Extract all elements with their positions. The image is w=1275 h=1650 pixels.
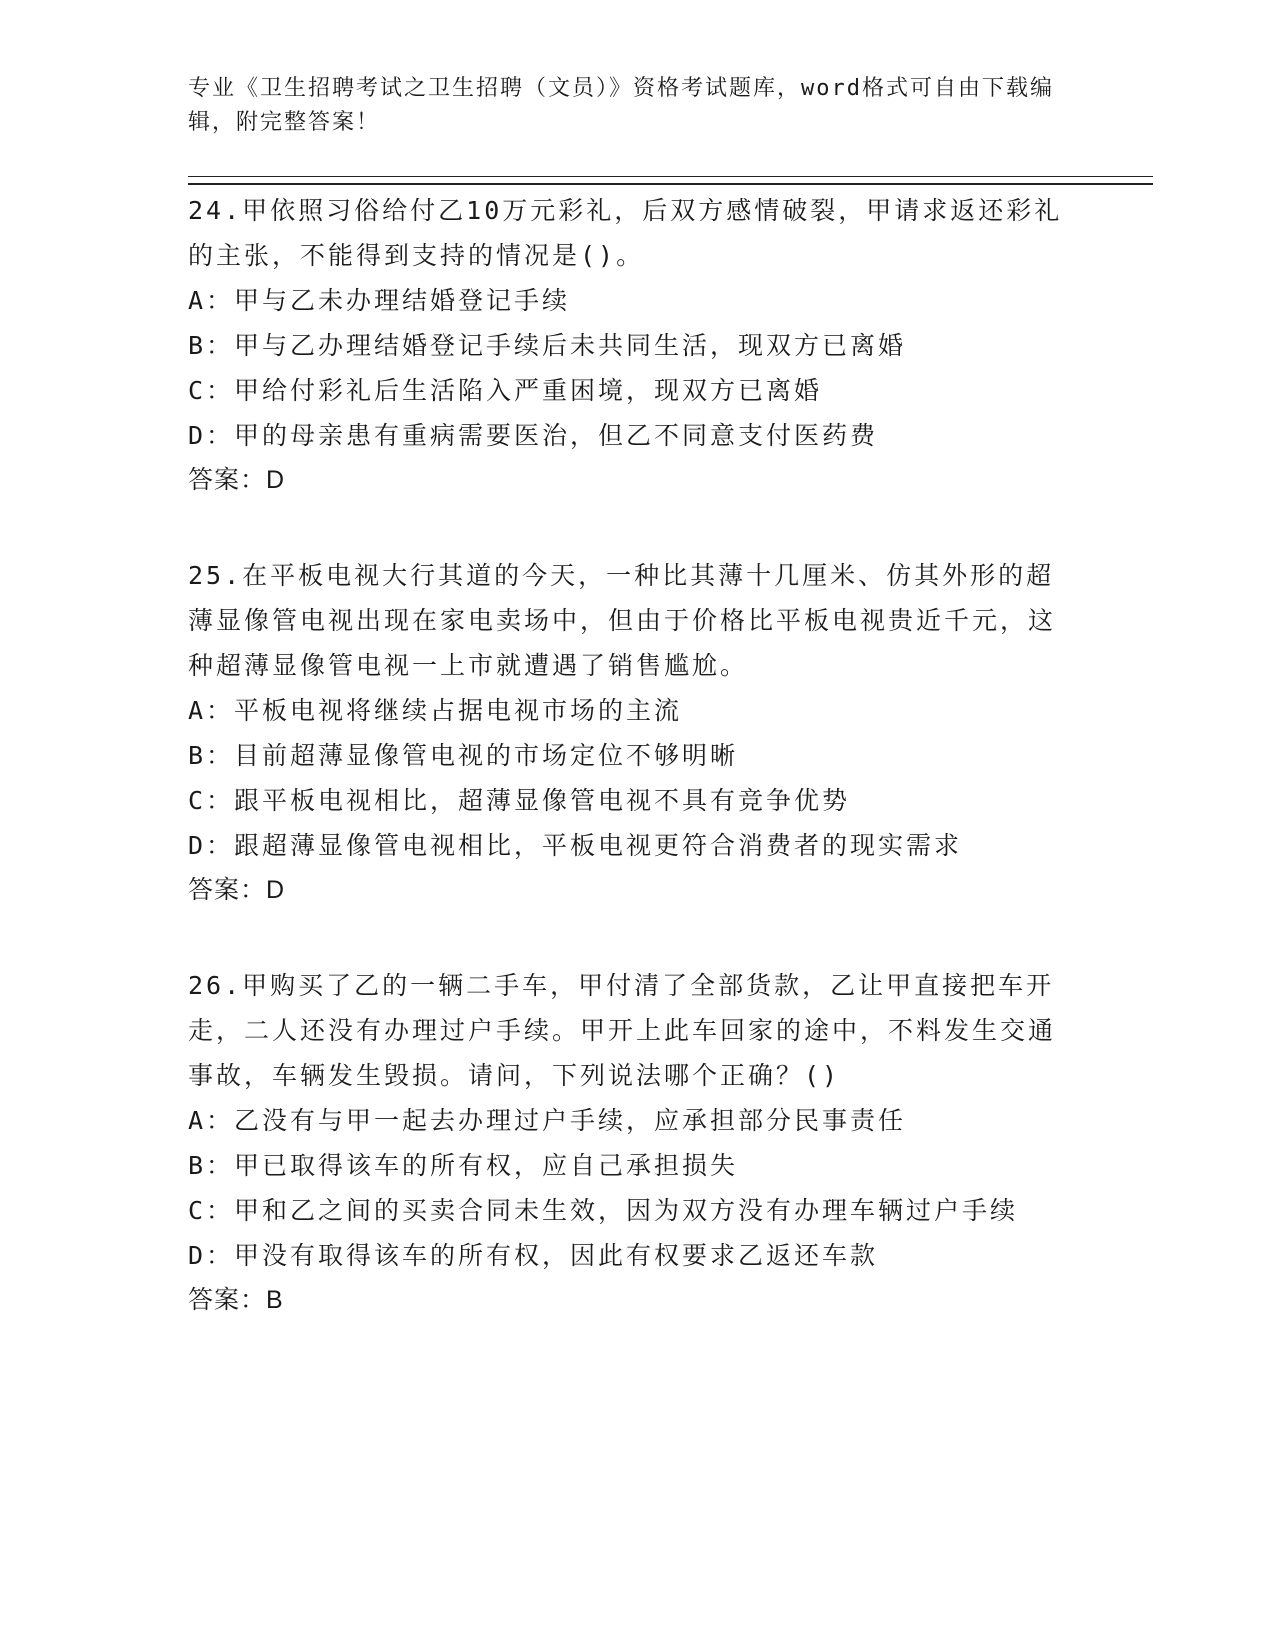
document-header: 专业《卫生招聘考试之卫生招聘（文员）》资格考试题库，word格式可自由下载编辑，附完整答案！ xyxy=(188,76,1054,135)
question-block xyxy=(188,963,1068,1323)
option-b: B：甲与乙办理结婚登记手续后未共同生活，现双方已离婚 xyxy=(188,331,907,360)
option-c: C：跟平板电视相比，超薄显像管电视不具有竞争优势 xyxy=(188,786,851,815)
option-d: D：跟超薄显像管电视相比，平板电视更符合消费者的现实需求 xyxy=(188,831,963,860)
answer-line: 答案：D xyxy=(188,466,286,494)
option-c: C：甲和乙之间的买卖合同未生效，因为双方没有办理车辆过户手续 xyxy=(188,1196,1019,1225)
answer-line: 答案：B xyxy=(188,1286,284,1314)
question-block xyxy=(188,188,1068,503)
header-divider xyxy=(188,176,1153,185)
option-a: A：甲与乙未办理结婚登记手续 xyxy=(188,286,571,315)
option-b: B：目前超薄显像管电视的市场定位不够明晰 xyxy=(188,741,739,770)
question-block xyxy=(188,553,1068,913)
question-stem: 24.甲依照习俗给付乙10万元彩礼，后双方感情破裂，甲请求返还彩礼的主张，不能得到支持的情况是()。 xyxy=(188,196,1063,270)
option-a: A：乙没有与甲一起去办理过户手续，应承担部分民事责任 xyxy=(188,1106,907,1135)
option-d: D：甲的母亲患有重病需要医治，但乙不同意支付医药费 xyxy=(188,421,879,450)
option-d: D：甲没有取得该车的所有权，因此有权要求乙返还车款 xyxy=(188,1241,879,1270)
option-c: C：甲给付彩礼后生活陷入严重困境，现双方已离婚 xyxy=(188,376,823,405)
option-b: B：甲已取得该车的所有权，应自己承担损失 xyxy=(188,1151,739,1180)
question-stem: 25.在平板电视大行其道的今天，一种比其薄十几厘米、仿其外形的超薄显像管电视出现在家电卖场中，但由于价格比平板电视贵近千元，这种超薄显像管电视一上市就遭遇了销售尴尬。 xyxy=(188,561,1057,680)
question-stem: 26.甲购买了乙的一辆二手车，甲付清了全部货款，乙让甲直接把车开走，二人还没有办理过户手续。甲开上此车回家的途中，不料发生交通事故，车辆发生毁损。请问，下列说法哪个正确？() xyxy=(188,971,1057,1090)
option-a: A：平板电视将继续占据电视市场的主流 xyxy=(188,696,683,725)
answer-line: 答案：D xyxy=(188,876,286,904)
